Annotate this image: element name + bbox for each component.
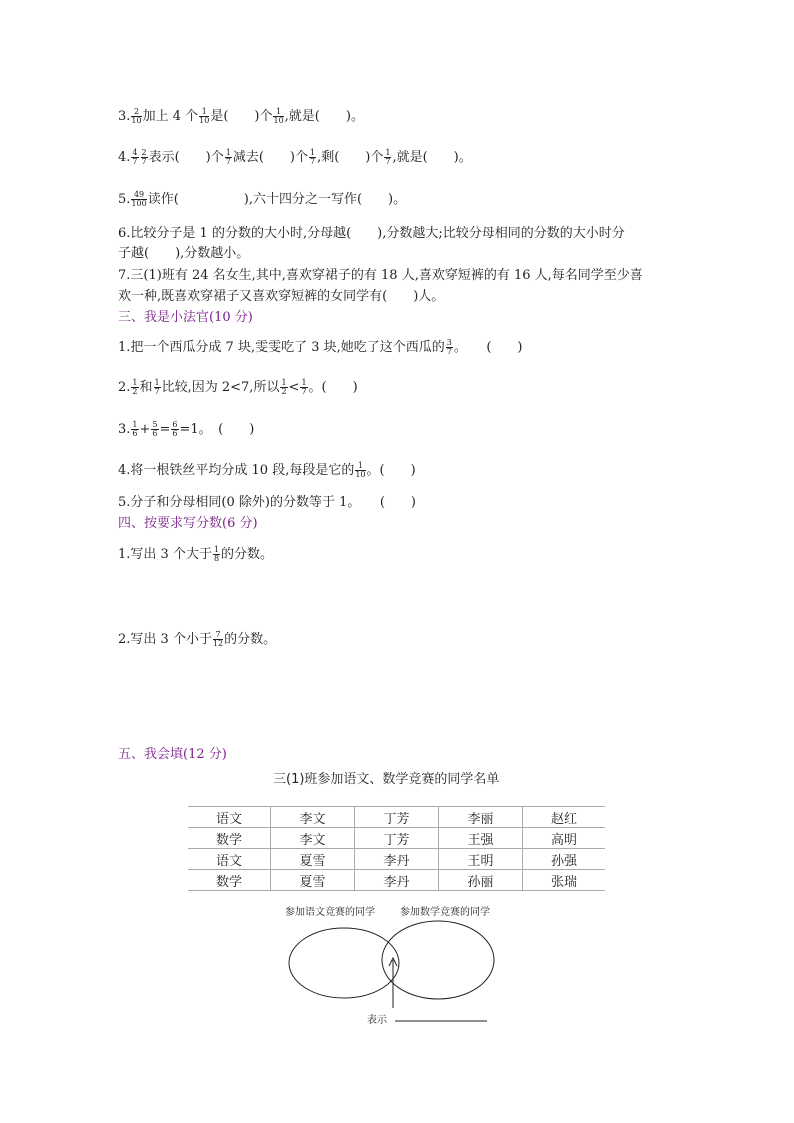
j3-number: 3. (118, 422, 131, 437)
q3-number: 3. (118, 109, 131, 124)
j3-text: = (159, 422, 171, 437)
q4-text: 表示( )个 (148, 150, 224, 165)
table-cell: 张瑞 (523, 870, 606, 891)
q4-text: ,就是( )。 (392, 150, 472, 165)
table-title: 三(1)班参加语文、数学竞赛的同学名单 (273, 772, 500, 787)
fraction: $\frac{1}{7}$ (310, 148, 316, 166)
table-cell: 数学 (188, 870, 270, 891)
question-5 (118, 191, 406, 209)
table-cell: 王强 (438, 828, 522, 849)
q3-text: 是( )个 (210, 109, 273, 124)
table-cell: 李丹 (354, 849, 438, 870)
table-cell: 丁芳 (354, 807, 438, 828)
judge-5: 5.分子和分母相同(0 除外)的分数等于 1。 ( ) (118, 495, 416, 510)
w2-text: 2.写出 3 个小于 (118, 632, 212, 647)
table-cell: 数学 (188, 828, 270, 849)
fraction: $\frac{2}{10}$ (131, 107, 142, 125)
table-cell: 李丽 (438, 807, 522, 828)
table-cell: 李文 (270, 807, 354, 828)
venn-left-circle (289, 928, 399, 998)
fraction: $\frac{1}{10}$ (355, 461, 366, 479)
table-row (188, 849, 605, 870)
table-row (188, 807, 605, 828)
question-4 (118, 149, 472, 167)
judge-3 (118, 421, 254, 439)
judge-2 (118, 379, 358, 397)
q4-number: 4. (118, 150, 131, 165)
question-3 (118, 108, 364, 126)
section-4-heading: 四、按要求写分数(6 分) (118, 516, 258, 531)
fraction: $\frac{1}{2}$ (281, 378, 287, 396)
w1-text: 的分数。 (221, 547, 274, 562)
arrow-head-icon (389, 958, 397, 966)
j4-text: 4.将一根铁丝平均分成 10 段,每段是它的 (118, 463, 355, 478)
fraction: $\frac{7}{12}$ (212, 630, 224, 648)
j1-text: 。 ( ) (453, 340, 523, 355)
j2-text: 和 (139, 380, 153, 395)
table-row (188, 828, 605, 849)
question-6-line-2: 子越( ),分数越小。 (118, 246, 250, 261)
fraction: $\frac{1}{10}$ (199, 107, 210, 125)
fraction: $\frac{49}{100}$ (131, 190, 147, 208)
j3-text: + (139, 422, 151, 437)
j4-text: 。( ) (366, 463, 416, 478)
fraction: $\frac{4}{7}$ (132, 148, 138, 166)
question-7-line-1: 7.三(1)班有 24 名女生,其中,喜欢穿裙子的有 18 人,喜欢穿短裤的有 16 人,每名同学至少喜 (118, 268, 643, 283)
fraction: $\frac{6}{6}$ (172, 420, 178, 438)
table-cell: 王明 (438, 849, 522, 870)
q3-text: ,就是( )。 (284, 109, 364, 124)
w2-text: 的分数。 (224, 632, 277, 647)
j2-text: 比较,因为 2<7,所以 (161, 380, 280, 395)
fraction: $\frac{5}{6}$ (152, 420, 158, 438)
j2-number: 2. (118, 380, 131, 395)
judge-1 (118, 339, 523, 357)
j2-text: < (288, 380, 300, 395)
venn-right-circle (382, 921, 494, 999)
fraction: $\frac{1}{7}$ (385, 148, 391, 166)
fraction: $\frac{1}{2}$ (132, 378, 138, 396)
q4-text: ,剩( )个 (317, 150, 384, 165)
table-cell: 孙丽 (438, 870, 522, 891)
fraction: $\frac{1}{7}$ (154, 378, 160, 396)
table-cell: 语文 (188, 807, 270, 828)
table-cell: 语文 (188, 849, 270, 870)
fraction: $\frac{2}{7}$ (141, 148, 147, 166)
table-cell: 夏雪 (270, 849, 354, 870)
venn-left-label: 参加语文竞赛的同学 (285, 907, 375, 918)
fraction: $\frac{1}{10}$ (273, 107, 284, 125)
judge-4 (118, 462, 416, 480)
q4-text: 减去( )个 (232, 150, 308, 165)
section-5-heading: 五、我会填(12 分) (118, 747, 227, 762)
section-3-heading: 三、我是小法官(10 分) (118, 310, 253, 325)
contest-roster-table (188, 806, 605, 891)
venn-right-label: 参加数学竞赛的同学 (400, 907, 490, 918)
write-2 (118, 631, 276, 649)
pointer-label: 表示 (367, 1015, 387, 1026)
question-7-line-2: 欢一种,既喜欢穿裙子又喜欢穿短裤的女同学有( )人。 (118, 289, 445, 304)
j1-text: 1.把一个西瓜分成 7 块,雯雯吃了 3 块,她吃了这个西瓜的 (118, 340, 445, 355)
write-1 (118, 546, 273, 564)
fraction: $\frac{1}{8}$ (213, 545, 220, 563)
fraction: $\frac{1}{6}$ (132, 420, 138, 438)
table-row (188, 870, 605, 891)
fraction: $\frac{1}{7}$ (301, 378, 307, 396)
q3-text: 加上 4 个 (142, 109, 199, 124)
table-cell: 高明 (523, 828, 606, 849)
q5-text: 读作( ),六十四分之一写作( )。 (147, 192, 407, 207)
q5-number: 5. (118, 192, 131, 207)
table-cell: 李丹 (354, 870, 438, 891)
table-cell: 夏雪 (270, 870, 354, 891)
table-cell: 丁芳 (354, 828, 438, 849)
w1-text: 1.写出 3 个大于 (118, 547, 212, 562)
question-6-line-1: 6.比较分子是 1 的分数的大小时,分母越( ),分数越大;比较分母相同的分数的大小时分 (118, 226, 625, 241)
table-cell: 赵红 (523, 807, 606, 828)
table-cell: 孙强 (523, 849, 606, 870)
fraction: $\frac{3}{7}$ (446, 338, 452, 356)
table-cell: 李文 (270, 828, 354, 849)
fraction: $\frac{1}{7}$ (225, 148, 231, 166)
j3-text: =1。 ( ) (179, 422, 255, 437)
j2-text: 。( ) (308, 380, 358, 395)
